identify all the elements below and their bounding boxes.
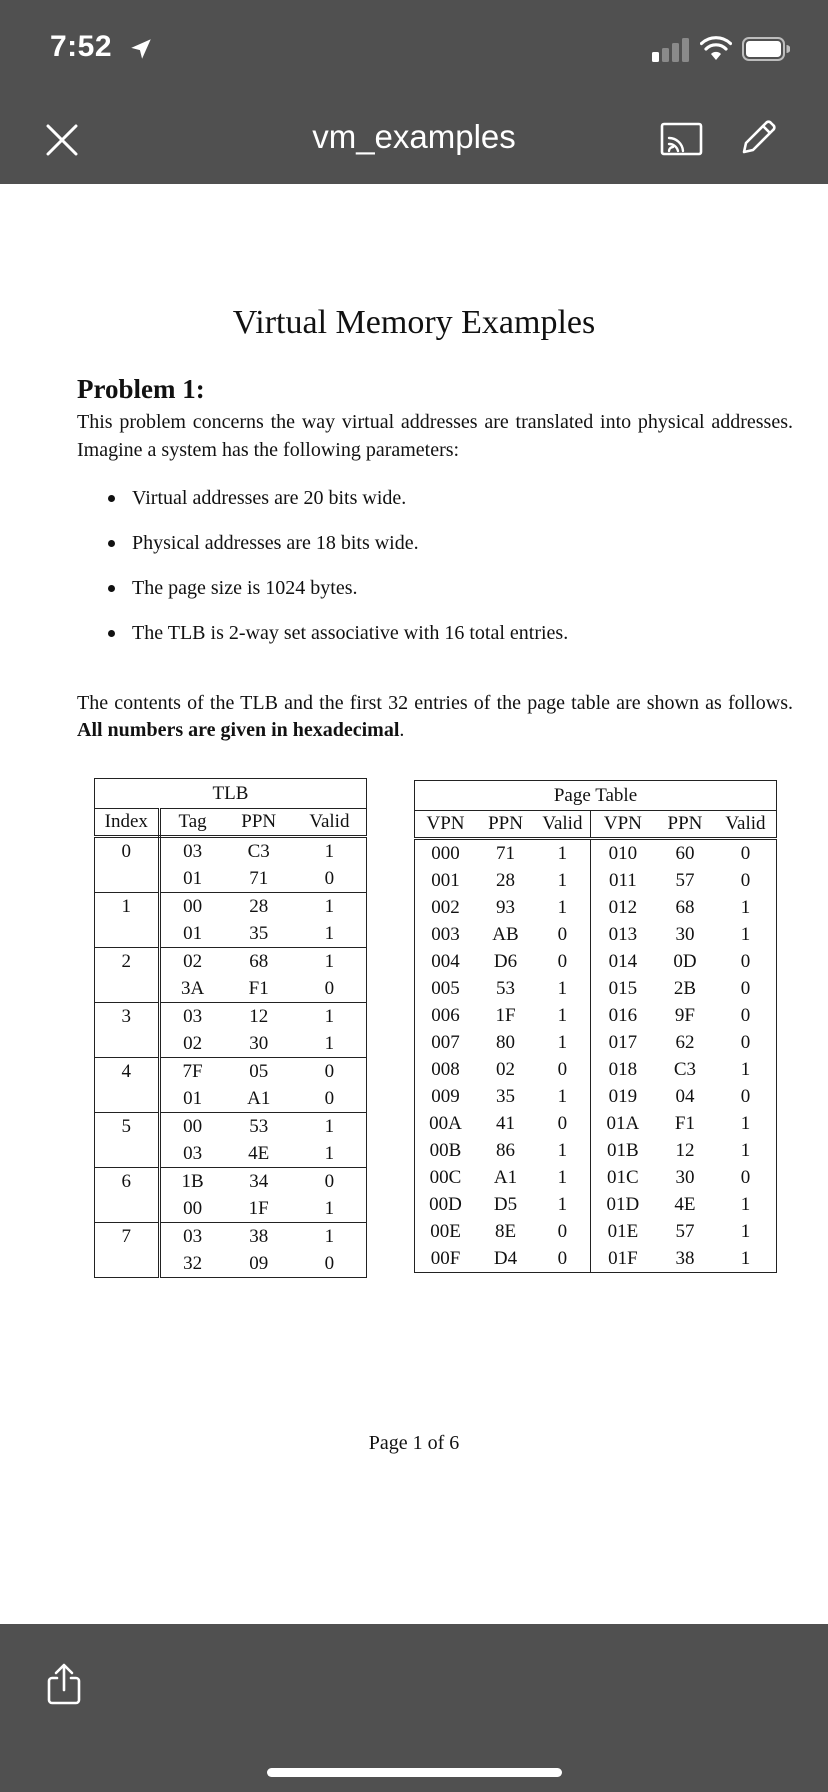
tlb-ppn: 35 — [249, 923, 269, 944]
pt-vpn: 019 — [608, 1086, 638, 1107]
pt-ppn: C3 — [673, 1059, 697, 1080]
pt-valid: 0 — [740, 1032, 751, 1053]
tlb-tag: 01 — [183, 923, 203, 944]
table-row — [415, 975, 777, 1002]
table-row — [95, 948, 367, 976]
tlb-tag: 02 — [183, 1033, 203, 1054]
tlb-header: PPN — [225, 809, 293, 837]
tlb-index: 2 — [95, 948, 160, 1003]
pt-valid: 0 — [740, 843, 751, 864]
nav-bar — [0, 96, 828, 184]
pt-vpn: 00E — [430, 1221, 461, 1242]
tlb-index: 0 — [95, 837, 160, 893]
page-table-title: Page Table — [415, 781, 777, 811]
pt-valid: 0 — [740, 1086, 751, 1107]
pt-ppn: 8E — [494, 1221, 517, 1242]
pt-vpn: 010 — [608, 843, 638, 864]
pt-valid: 1 — [535, 975, 590, 1002]
tlb-ppn: F1 — [248, 978, 269, 999]
tlb-ppn: 34 — [249, 1171, 269, 1192]
tlb-table — [94, 778, 367, 1278]
tlb-header: Valid — [293, 809, 367, 837]
pt-vpn: 013 — [608, 924, 638, 945]
pt-valid: 1 — [535, 867, 590, 894]
pt-valid: 0 — [740, 1167, 751, 1188]
pt-valid: 1 — [740, 1140, 751, 1161]
pt-ppn: F1 — [674, 1113, 695, 1134]
tlb-valid: 1 — [324, 923, 335, 944]
pt-vpn: 005 — [431, 978, 460, 999]
pt-vpn: 01A — [606, 1113, 640, 1134]
tlb-header: Tag — [159, 809, 225, 837]
pt-valid: 1 — [535, 1029, 590, 1056]
pt-valid: 1 — [740, 1248, 751, 1269]
tlb-ppn: 28 — [249, 896, 269, 917]
tlb-tag: 00 — [183, 1116, 203, 1137]
tlb-index: 4 — [95, 1058, 160, 1113]
tlb-valid: 1 — [324, 1006, 335, 1027]
pt-valid: 1 — [535, 1002, 590, 1029]
pt-ppn: 35 — [496, 1086, 515, 1107]
table-row — [95, 1168, 367, 1196]
pt-vpn: 00A — [429, 1113, 462, 1134]
tlb-title: TLB — [95, 779, 367, 809]
tlb-valid: 0 — [324, 1171, 335, 1192]
tlb-header: Index — [95, 809, 160, 837]
pt-ppn: 38 — [675, 1248, 695, 1269]
tlb-tag: 00 — [183, 896, 203, 917]
table-row — [95, 893, 367, 921]
table-row — [415, 1083, 777, 1110]
page-table — [414, 780, 777, 1273]
tlb-valid: 0 — [324, 1061, 335, 1082]
pt-vpn: 007 — [431, 1032, 460, 1053]
pt-vpn: 015 — [608, 978, 638, 999]
tlb-ppn: 05 — [249, 1061, 269, 1082]
tlb-tag: 03 — [183, 1226, 203, 1247]
tlb-valid: 1 — [324, 951, 335, 972]
tlb-ppn: A1 — [247, 1088, 271, 1109]
pt-vpn: 000 — [431, 843, 460, 864]
pt-vpn: 002 — [431, 897, 460, 918]
tlb-tag: 32 — [183, 1253, 203, 1274]
pt-vpn: 003 — [431, 924, 460, 945]
list-item: The TLB is 2-way set associative with 16 total entries. — [108, 621, 568, 666]
pt-valid: 0 — [535, 1218, 590, 1245]
table-row — [415, 839, 777, 868]
table-row — [95, 1113, 367, 1141]
table-row — [415, 921, 777, 948]
pt-ppn: 28 — [496, 870, 515, 891]
pt-valid: 1 — [740, 1221, 751, 1242]
tlb-tag: 00 — [183, 1198, 203, 1219]
tlb-valid: 0 — [324, 1088, 335, 1109]
share-icon[interactable] — [44, 1662, 84, 1706]
pt-ppn: 53 — [496, 978, 515, 999]
pt-ppn: 04 — [675, 1086, 695, 1107]
intro-paragraph: This problem concerns the way virtual addresses are translated into physical addresses. Imagine a system has the following parameters: — [77, 411, 793, 461]
tlb-ppn: 4E — [248, 1143, 270, 1164]
pt-valid: 0 — [740, 870, 751, 891]
document-name: vm_examples — [312, 118, 516, 155]
pt-vpn: 01B — [607, 1140, 639, 1161]
pt-ppn: 4E — [674, 1194, 696, 1215]
pt-ppn: 41 — [496, 1113, 515, 1134]
tlb-tag: 02 — [183, 951, 203, 972]
pt-vpn: 00F — [430, 1248, 461, 1269]
tlb-ppn: 71 — [249, 868, 269, 889]
pt-header: VPN — [415, 811, 477, 839]
bottom-toolbar — [0, 1624, 828, 1792]
cellular-signal-icon — [652, 38, 692, 62]
tlb-ppn: 53 — [249, 1116, 269, 1137]
pt-ppn: 93 — [496, 897, 515, 918]
pt-vpn: 014 — [608, 951, 638, 972]
tlb-valid: 1 — [324, 1198, 335, 1219]
table-row — [415, 1191, 777, 1218]
pt-vpn: 012 — [608, 897, 638, 918]
pt-valid: 0 — [740, 951, 751, 972]
tlb-tag: 03 — [183, 1006, 203, 1027]
pt-header: PPN — [476, 811, 535, 839]
tlb-valid: 1 — [324, 1143, 335, 1164]
pt-vpn: 017 — [608, 1032, 638, 1053]
pt-ppn: 30 — [675, 924, 695, 945]
pt-valid: 1 — [740, 1194, 751, 1215]
contents-bold: All numbers are given in hexadecimal — [77, 719, 400, 741]
table-row — [415, 1218, 777, 1245]
tlb-index: 5 — [95, 1113, 160, 1168]
tlb-valid: 1 — [324, 1226, 335, 1247]
pt-vpn: 016 — [608, 1005, 638, 1026]
pt-valid: 1 — [535, 1164, 590, 1191]
tlb-ppn: 30 — [249, 1033, 269, 1054]
page-table-body — [415, 839, 777, 1273]
tlb-tag: 01 — [183, 868, 203, 889]
pt-header: VPN — [590, 811, 655, 839]
table-row — [95, 837, 367, 866]
pt-valid: 0 — [535, 921, 590, 948]
tlb-index: 3 — [95, 1003, 160, 1058]
tlb-ppn: 68 — [249, 951, 269, 972]
pt-vpn: 011 — [608, 870, 637, 891]
tlb-valid: 1 — [324, 1116, 335, 1137]
pt-ppn: D5 — [493, 1194, 518, 1215]
tlb-ppn: 1F — [248, 1198, 269, 1219]
tlb-valid: 1 — [324, 896, 335, 917]
pt-valid: 1 — [535, 1191, 590, 1218]
pt-valid: 0 — [740, 1005, 751, 1026]
pt-vpn: 008 — [431, 1059, 460, 1080]
table-row — [415, 867, 777, 894]
cast-icon[interactable] — [660, 120, 704, 158]
pt-vpn: 00B — [429, 1140, 462, 1161]
list-item: The page size is 1024 bytes. — [108, 576, 568, 621]
pt-header: Valid — [715, 811, 777, 839]
pt-vpn: 006 — [431, 1005, 460, 1026]
tlb-valid: 0 — [324, 868, 335, 889]
tlb-ppn: 12 — [249, 1006, 269, 1027]
battery-icon — [742, 36, 790, 62]
tlb-tag: 01 — [183, 1088, 203, 1109]
parameter-list — [108, 486, 568, 666]
pt-valid: 1 — [535, 839, 590, 868]
table-row — [415, 1164, 777, 1191]
pt-valid: 1 — [740, 1059, 751, 1080]
pt-vpn: 01C — [607, 1167, 639, 1188]
table-row — [415, 1245, 777, 1273]
tlb-tag: 3A — [180, 978, 205, 999]
pt-vpn: 009 — [431, 1086, 460, 1107]
pt-valid: 1 — [740, 897, 751, 918]
pt-vpn: 004 — [431, 951, 460, 972]
table-row — [415, 1002, 777, 1029]
pt-valid: 0 — [535, 1056, 590, 1083]
contents-end: . — [399, 719, 405, 741]
pdf-page[interactable] — [0, 184, 828, 1624]
tlb-valid: 0 — [324, 978, 335, 999]
pt-ppn: D4 — [493, 1248, 518, 1269]
pt-ppn: 57 — [675, 1221, 695, 1242]
pt-ppn: 80 — [496, 1032, 515, 1053]
page-number: Page 1 of 6 — [368, 1432, 460, 1454]
contents-text: The contents of the TLB and the first 32 entries of the page table are shown as follows. — [77, 692, 793, 714]
tlb-index: 6 — [95, 1168, 160, 1223]
table-row — [415, 1056, 777, 1083]
tlb-index: 1 — [95, 893, 160, 948]
pt-vpn: 01E — [607, 1221, 639, 1242]
tlb-valid: 1 — [324, 841, 335, 862]
home-indicator[interactable] — [267, 1768, 562, 1777]
pt-vpn: 01D — [606, 1194, 640, 1215]
page-title: Virtual Memory Examples — [232, 304, 596, 341]
list-item: Physical addresses are 18 bits wide. — [108, 531, 568, 576]
table-row — [415, 1110, 777, 1137]
pt-valid: 0 — [740, 978, 751, 999]
pt-ppn: AB — [492, 924, 519, 945]
pt-valid: 1 — [535, 894, 590, 921]
table-row — [95, 1223, 367, 1251]
list-item: Virtual addresses are 20 bits wide. — [108, 486, 568, 531]
pt-header: PPN — [655, 811, 715, 839]
tlb-tag: 7F — [182, 1061, 203, 1082]
pt-valid: 1 — [740, 924, 751, 945]
pt-valid: 1 — [535, 1083, 590, 1110]
pt-ppn: 60 — [675, 843, 695, 864]
pt-vpn: 01F — [608, 1248, 638, 1269]
pt-ppn: A1 — [493, 1167, 518, 1188]
tlb-ppn: C3 — [247, 841, 270, 862]
pt-ppn: 86 — [496, 1140, 515, 1161]
location-arrow-icon — [128, 36, 154, 62]
pt-vpn: 018 — [608, 1059, 638, 1080]
tlb-tag: 03 — [183, 1143, 203, 1164]
status-bar — [0, 0, 828, 96]
pt-header: Valid — [535, 811, 590, 839]
pt-ppn: 62 — [675, 1032, 695, 1053]
pt-ppn: 2B — [673, 978, 697, 999]
tlb-valid: 0 — [324, 1253, 335, 1274]
pt-ppn: 02 — [496, 1059, 515, 1080]
pt-valid: 0 — [535, 1110, 590, 1137]
table-row — [95, 1003, 367, 1031]
table-row — [95, 1058, 367, 1086]
tlb-tag: 03 — [183, 841, 203, 862]
pt-ppn: 68 — [675, 897, 695, 918]
pt-ppn: 0D — [673, 951, 697, 972]
pt-vpn: 001 — [431, 870, 460, 891]
tlb-ppn: 09 — [249, 1253, 269, 1274]
status-time: 7:52 — [50, 30, 113, 63]
pt-ppn: 9F — [674, 1005, 695, 1026]
tlb-ppn: 38 — [249, 1226, 269, 1247]
contents-paragraph — [77, 690, 793, 744]
tlb-index: 7 — [95, 1223, 160, 1278]
pt-ppn: 30 — [675, 1167, 695, 1188]
pt-valid: 0 — [535, 1245, 590, 1273]
problem-heading: Problem 1: — [77, 374, 205, 404]
table-row — [415, 894, 777, 921]
pt-valid: 0 — [535, 948, 590, 975]
pt-ppn: D6 — [493, 951, 518, 972]
pt-valid: 1 — [740, 1113, 751, 1134]
pencil-icon[interactable] — [736, 116, 780, 160]
pt-ppn: 12 — [675, 1140, 695, 1161]
pt-ppn: 71 — [496, 843, 515, 864]
pt-ppn: 1F — [495, 1005, 516, 1026]
table-row — [415, 1029, 777, 1056]
table-row — [415, 948, 777, 975]
pt-ppn: 57 — [675, 870, 695, 891]
wifi-icon — [700, 36, 732, 62]
table-row — [415, 1137, 777, 1164]
pt-vpn: 00C — [429, 1167, 462, 1188]
pt-valid: 1 — [535, 1137, 590, 1164]
pt-vpn: 00D — [429, 1194, 462, 1215]
tlb-valid: 1 — [324, 1033, 335, 1054]
tlb-tag: 1B — [181, 1171, 204, 1192]
